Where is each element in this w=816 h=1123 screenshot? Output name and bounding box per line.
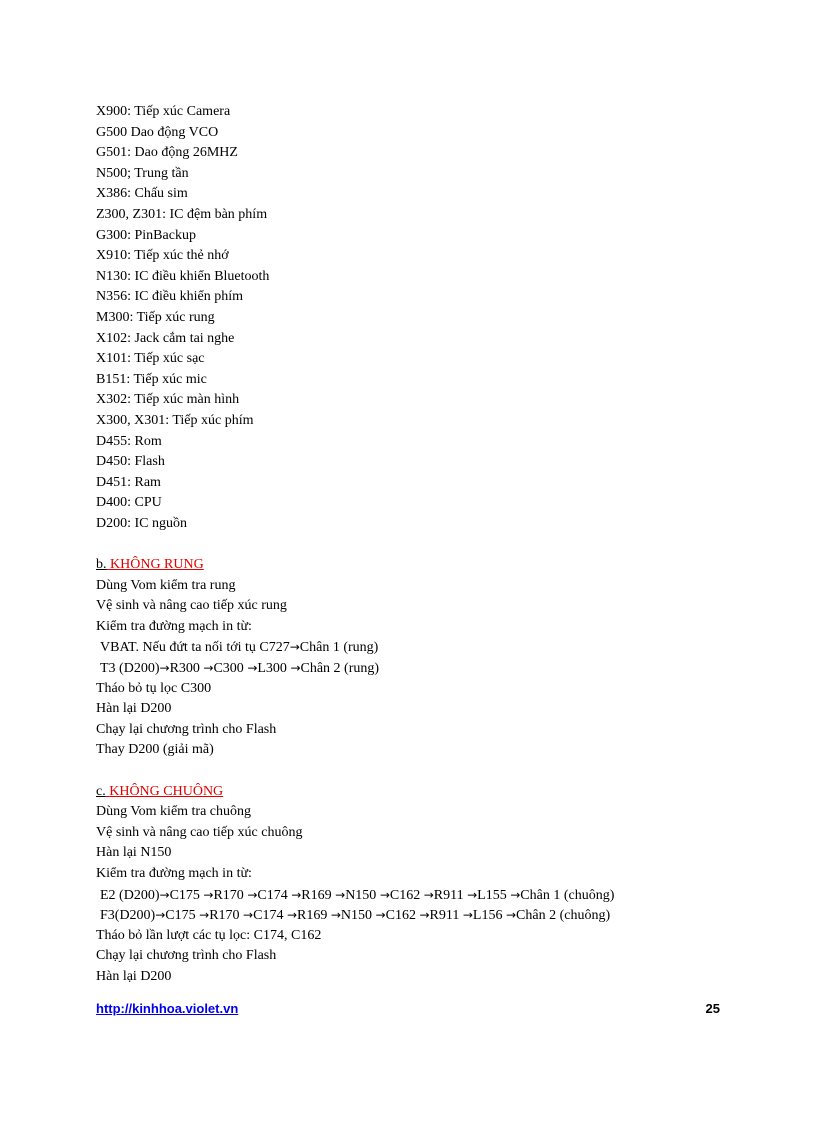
list-item: D451: Ram bbox=[96, 474, 161, 490]
section-letter: c. bbox=[96, 783, 106, 799]
list-item: G501: Dao động 26MHZ bbox=[96, 145, 238, 161]
arrow-icon: → bbox=[505, 908, 517, 923]
arrow-icon: → bbox=[159, 661, 170, 676]
step-line: Hàn lại N150 bbox=[96, 845, 172, 861]
arrow-icon: → bbox=[423, 887, 434, 902]
circuit-path-2: F3(D200)→C175 →R170 →C174 →R169 →N150 →C162 →R911 →L156 →Chân 2 (chuông) bbox=[100, 908, 611, 924]
list-item: N500; Trung tần bbox=[96, 165, 189, 181]
section-title: KHÔNG RUNG bbox=[110, 557, 204, 573]
step-line: Dùng Vom kiểm tra rung bbox=[96, 577, 236, 593]
arrow-icon: → bbox=[286, 908, 298, 923]
list-item: D455: Rom bbox=[96, 433, 162, 449]
list-item: X386: Chấu sim bbox=[96, 186, 188, 202]
footer-link[interactable]: http://kinhhoa.violet.vn bbox=[96, 1001, 239, 1016]
list-item: X900: Tiếp xúc Camera bbox=[96, 104, 231, 119]
arrow-icon: → bbox=[330, 908, 341, 923]
step-line: Kiểm tra đường mạch in từ: bbox=[96, 618, 252, 634]
list-item: G500 Dao động VCO bbox=[96, 124, 219, 140]
list-item: Z300, Z301: IC đệm bàn phím bbox=[96, 206, 268, 222]
arrow-icon: → bbox=[289, 640, 300, 655]
section-no-ring bbox=[96, 782, 736, 988]
arrow-icon: → bbox=[247, 661, 258, 676]
step-line: Thay D200 (giải mã) bbox=[96, 742, 214, 758]
section-letter: b. bbox=[96, 557, 107, 573]
list-item: X101: Tiếp xúc sạc bbox=[96, 351, 205, 367]
list-item: D450: Flash bbox=[96, 454, 165, 470]
step-line: Vệ sinh và nâng cao tiếp xúc chuông bbox=[96, 824, 303, 840]
arrow-icon: → bbox=[467, 887, 478, 902]
document-body bbox=[96, 102, 736, 988]
arrow-icon: → bbox=[290, 661, 301, 676]
step-line: Hàn lại D200 bbox=[96, 968, 172, 984]
step-line: Tháo bỏ tụ lọc C300 bbox=[96, 680, 212, 696]
arrow-icon: → bbox=[462, 908, 473, 923]
arrow-icon: → bbox=[155, 908, 166, 923]
step-line: Tháo bỏ lần lượt các tụ lọc: C174, C162 bbox=[96, 927, 322, 943]
section-no-vibrate bbox=[96, 555, 736, 761]
section-heading bbox=[96, 555, 736, 576]
arrow-icon: → bbox=[510, 887, 521, 902]
page-number: 25 bbox=[705, 1001, 720, 1016]
list-item: B151: Tiếp xúc mic bbox=[96, 371, 207, 387]
list-item: G300: PinBackup bbox=[96, 227, 196, 243]
component-list bbox=[96, 102, 736, 534]
arrow-icon: → bbox=[199, 908, 210, 923]
section-heading bbox=[96, 782, 736, 803]
section-title: KHÔNG CHUÔNG bbox=[109, 783, 224, 799]
step-line: Vệ sinh và nâng cao tiếp xúc rung bbox=[96, 598, 287, 614]
circuit-path-1: E2 (D200)→C175 →R170 →C174 →R169 →N150 →C162 →R911 →L155 →Chân 1 (chuông) bbox=[100, 887, 615, 903]
list-item: X102: Jack cắm tai nghe bbox=[96, 330, 235, 346]
arrow-icon: → bbox=[291, 887, 302, 902]
step-line: Chạy lại chương trình cho Flash bbox=[96, 948, 277, 964]
list-item: X910: Tiếp xúc thẻ nhớ bbox=[96, 248, 229, 264]
list-item: N130: IC điều khiển Bluetooth bbox=[96, 268, 270, 284]
list-item: N356: IC điều khiển phím bbox=[96, 289, 243, 305]
step-line: Kiểm tra đường mạch in từ: bbox=[96, 865, 252, 881]
step-line: Chạy lại chương trình cho Flash bbox=[96, 721, 277, 737]
list-item: D200: IC nguồn bbox=[96, 515, 187, 531]
circuit-path-2: T3 (D200)→R300 →C300 →L300 →Chân 2 (rung) bbox=[100, 661, 380, 677]
arrow-icon: → bbox=[247, 887, 258, 902]
list-item: X300, X301: Tiếp xúc phím bbox=[96, 412, 254, 428]
page-footer bbox=[96, 1001, 720, 1021]
arrow-icon: → bbox=[243, 908, 254, 923]
arrow-icon: → bbox=[379, 887, 390, 902]
arrow-icon: → bbox=[375, 908, 386, 923]
circuit-path-1: VBAT. Nếu đứt ta nối tới tụ C727→Chân 1 (rung) bbox=[100, 640, 379, 656]
list-item: M300: Tiếp xúc rung bbox=[96, 309, 215, 325]
arrow-icon: → bbox=[335, 887, 346, 902]
arrow-icon: → bbox=[159, 887, 170, 902]
list-item: X302: Tiếp xúc màn hình bbox=[96, 392, 240, 408]
arrow-icon: → bbox=[419, 908, 430, 923]
step-line: Hàn lại D200 bbox=[96, 701, 172, 717]
arrow-icon: → bbox=[203, 887, 214, 902]
list-item: D400: CPU bbox=[96, 495, 162, 511]
step-line: Dùng Vom kiểm tra chuông bbox=[96, 804, 252, 820]
arrow-icon: → bbox=[203, 661, 214, 676]
